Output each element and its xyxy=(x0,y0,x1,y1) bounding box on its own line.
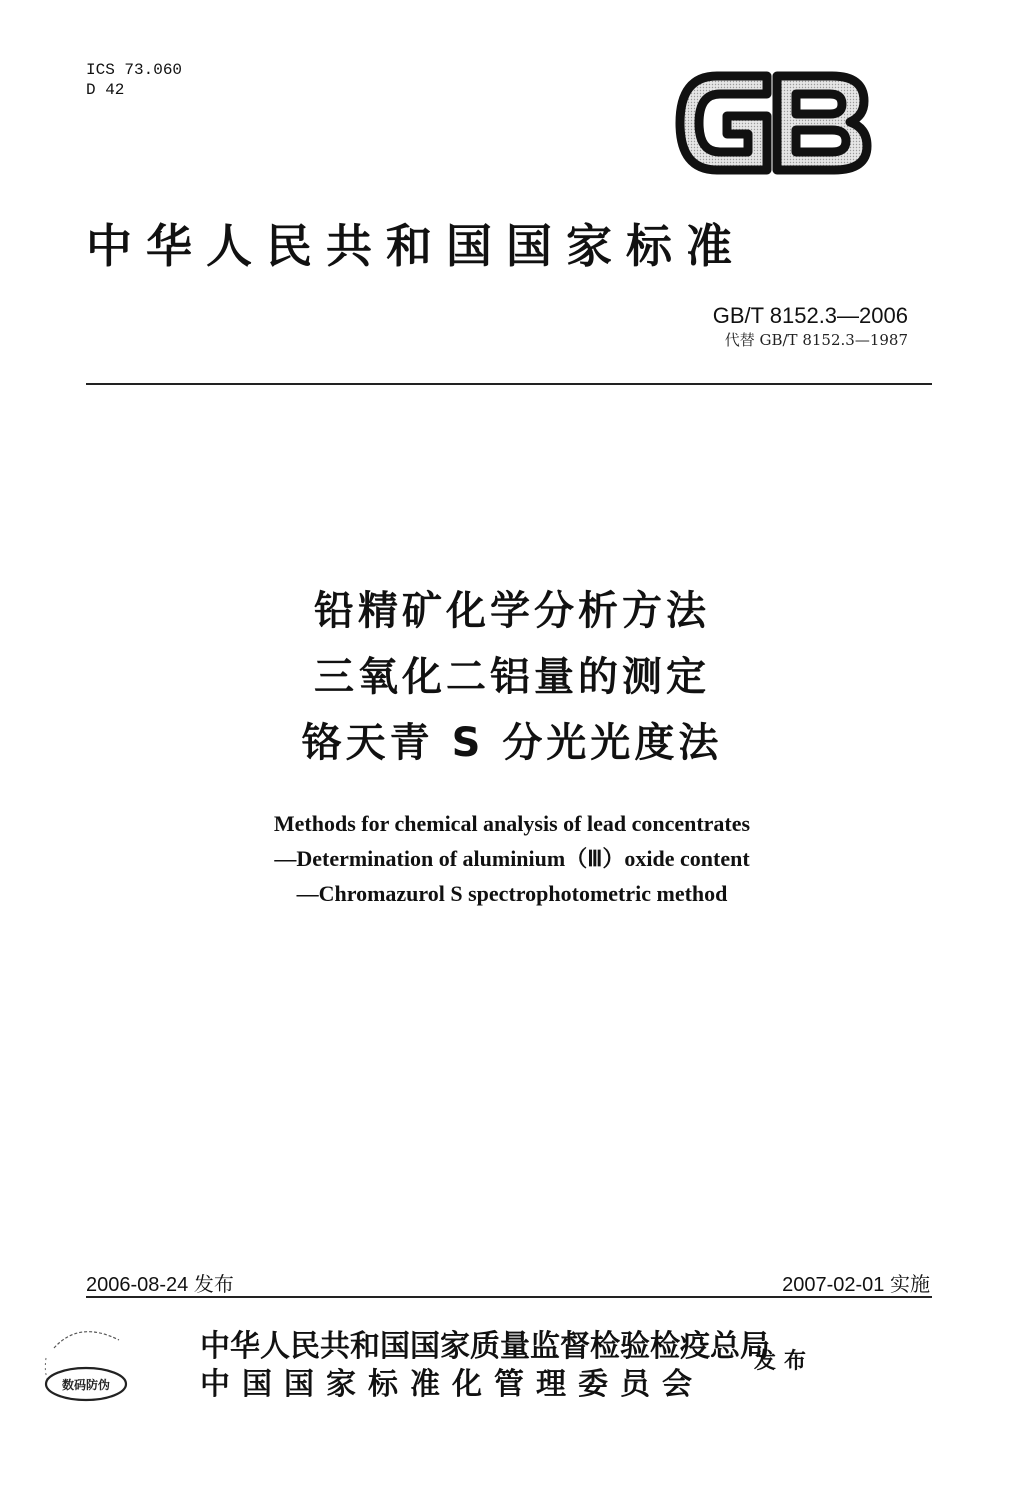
issuer-aqsiq: 中华人民共和国国家质量监督检验检疫总局 xyxy=(200,1329,770,1364)
effective-date: 2007-02-01 实施 xyxy=(782,1274,930,1296)
publish-label: 发布 xyxy=(754,1348,815,1374)
title-en-line-2: —Determination of aluminium（Ⅲ）oxide content xyxy=(274,846,750,871)
issuing-authorities xyxy=(200,1328,770,1404)
standard-number-block xyxy=(713,302,908,350)
replaces-standard: 代替 GB/T 8152.3—1987 xyxy=(724,331,908,349)
svg-text:数码防伪: 数码防伪 xyxy=(61,1378,111,1392)
standard-number: GB/T 8152.3—2006 xyxy=(712,303,908,328)
title-en-line-1: Methods for chemical analysis of lead concentrates xyxy=(273,811,751,836)
title-en-line-3: —Chromazurol S spectrophotometric method xyxy=(296,881,728,906)
title-cn-line-2: 三氧化二铝量的测定 xyxy=(314,654,710,700)
issue-date: 2006-08-24 发布 xyxy=(86,1274,234,1296)
document-title-cn xyxy=(0,578,1024,776)
gb-logo-icon xyxy=(672,68,872,178)
anti-counterfeit-stamp-icon xyxy=(34,1318,134,1408)
classification-codes xyxy=(86,60,182,100)
document-title-en xyxy=(0,806,1024,911)
footer-divider xyxy=(86,1296,932,1298)
class-code: D 42 xyxy=(86,81,125,99)
issuer-sac: 中国国家标准化管理委员会 xyxy=(200,1367,704,1402)
standard-category-title: 中华人民共和国国家标准 xyxy=(86,219,746,273)
header-divider xyxy=(86,383,932,385)
title-cn-line-3: 铬天青 S 分光光度法 xyxy=(301,720,723,766)
ics-code: ICS 73.060 xyxy=(86,61,183,79)
title-cn-line-1: 铅精矿化学分析方法 xyxy=(314,588,710,634)
